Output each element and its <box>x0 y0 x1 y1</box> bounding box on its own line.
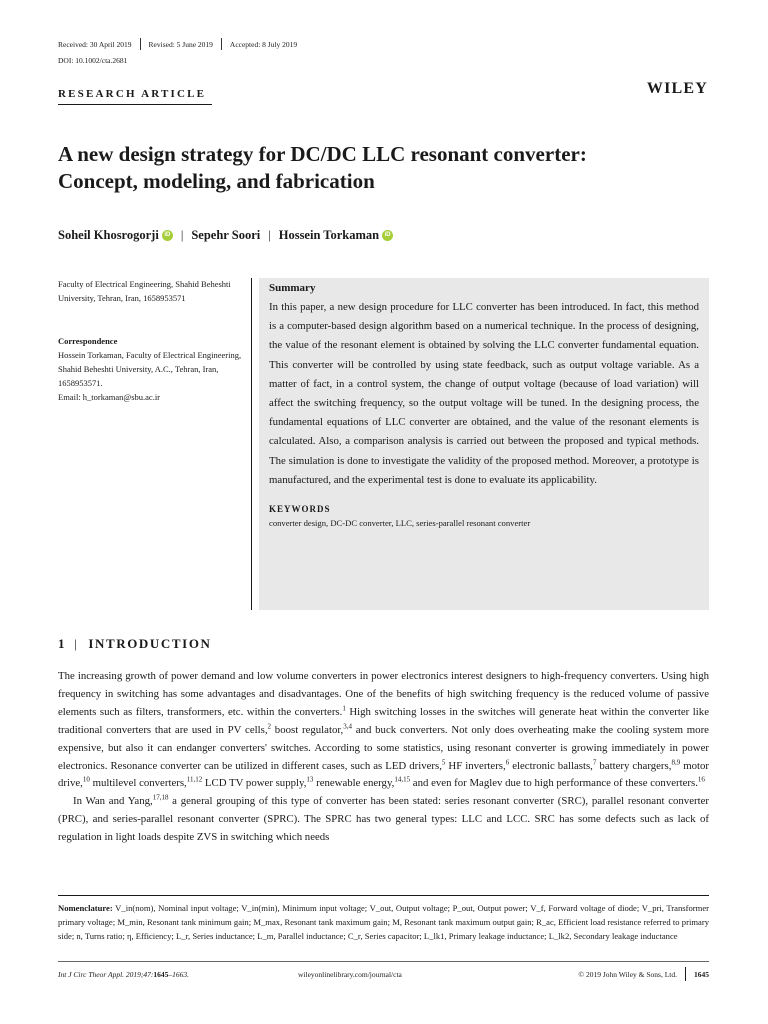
received-date: Received: 30 April 2019 <box>58 39 132 49</box>
author-list <box>58 228 393 243</box>
page-number: 1645 <box>694 969 709 979</box>
intro-text: boost regulator, <box>271 723 344 736</box>
accepted-date: Accepted: 8 July 2019 <box>229 39 298 49</box>
date-divider <box>221 38 222 50</box>
intro-text: In Wan and Yang, <box>73 795 153 808</box>
section-separator: | <box>74 636 79 651</box>
article-dates <box>58 38 297 50</box>
author-separator: | <box>268 228 271 242</box>
intro-text: electronic ballasts, <box>509 759 593 772</box>
article-type: RESEARCH ARTICLE <box>58 88 207 100</box>
introduction-body <box>58 668 709 847</box>
doi[interactable]: DOI: 10.1002/cta.2681 <box>58 56 128 65</box>
author-name[interactable]: Sepehr Soori <box>191 228 261 242</box>
correspondence-text: Hossein Torkaman, Faculty of Electrical Engineering, Shahid Beheshti University, A.C., Tehran, Iran, 1658953571. <box>58 350 242 388</box>
affiliation: Faculty of Electrical Engineering, Shahid Beheshti University, Tehran, Iran, 1658953571 <box>58 279 231 303</box>
title-line-1: A new design strategy for DC/DC LLC resonant converter: <box>58 142 587 166</box>
author-name[interactable]: Soheil Khosrogorji <box>58 228 159 242</box>
nomenclature-label: Nomenclature: <box>58 903 113 913</box>
citation-ref[interactable]: 10 <box>82 775 90 784</box>
citation-ref[interactable]: 6 <box>505 757 510 766</box>
citation-ref[interactable]: 2 <box>267 722 272 731</box>
publisher-logo: WILEY <box>646 80 708 97</box>
citation-ref[interactable]: 5 <box>441 757 446 766</box>
nomenclature <box>58 901 709 944</box>
intro-text: multilevel converters, <box>89 777 187 790</box>
section-number: 1 <box>58 636 67 651</box>
intro-paragraph <box>58 668 709 793</box>
intro-text: High switching losses in the switches will generate heat within the converter like traditional converters that are used in PV cells, <box>58 705 710 736</box>
nomenclature-text: V_in(nom), Nominal input voltage; V_in(min), Minimum input voltage; V_out, Output voltage; P_out, Output power; V_f, Forward voltage of diode; V_pri, Transformer primary voltage; M_min, Resonant tank minimum gain; M_max, Resonant tank maximum gain; M, Resonant tank maximum output gain; R_ac, Efficient load resistance referred to primary side; n, Turns ratio; η, Efficiency; L_r, Series inductance; L_m, Parallel inductance; C_r, Series capacitor; L_lk1, Primary leakage inductance; L_lk2, Secondary leakage inductance <box>58 903 709 942</box>
citation-ref[interactable]: 11,12 <box>186 775 203 784</box>
copyright: © 2019 John Wiley & Sons, Ltd. <box>578 969 677 979</box>
intro-text: The increasing growth of power demand and low volume converters in power electronics interest designers to high-frequency converters. Using high frequency in switching has some advantages and disadvantages. One of the benefits of high switching frequency is the reduced volume of passive elements such as filters, transformers, etc. within the converters. <box>58 670 709 718</box>
intro-text: renewable energy, <box>313 777 395 790</box>
citation-ref[interactable]: 13 <box>306 775 314 784</box>
intro-text: HF inverters, <box>445 759 506 772</box>
intro-text: motor drive, <box>58 759 709 790</box>
date-divider <box>140 38 141 50</box>
revised-date: Revised: 5 June 2019 <box>148 39 213 49</box>
first-page: 1645 <box>153 969 169 979</box>
journal-url[interactable]: wileyonlinelibrary.com/journal/cta <box>298 969 402 979</box>
keywords-heading: KEYWORDS <box>269 504 331 515</box>
nomenclature-rule <box>58 895 709 896</box>
intro-text: a general grouping of this type of converter has been stated: series resonant converter (SRC), parallel resonant converter (PRC), and series-parallel resonant converter (SPRC). The SPRC has two general types: LLC and LCC. SRC has some defects such as lack of regulation in light loads despite ZVS in switching which needs <box>58 795 709 844</box>
intro-text: battery chargers, <box>596 759 672 772</box>
intro-text: and even for Maglev due to high performance of these converters. <box>410 777 698 790</box>
journal-name: Int J Circ Theor Appl. <box>58 969 125 979</box>
correspondence <box>58 334 248 404</box>
citation-ref[interactable]: 14,15 <box>394 775 411 784</box>
article-title <box>58 141 718 195</box>
citation-ref[interactable]: 1 <box>342 704 346 713</box>
section-title: INTRODUCTION <box>88 636 212 651</box>
summary-text: In this paper, a new design procedure for LLC converter has been introduced. In fact, this method is a computer-based design algorithm based on a numerical technique. In the process of designing, the value of the resonant element is obtained by solving the LLC converter fundamental equation. This converter will be controlled by using state feedback, such as output voltage variable. As a matter of fact, in a control system, the change of output voltage (because of load variation) will affect the switching frequency, so the output voltage will be tuned. In the designing process, the fundamental equations of LLC converter are obtained, and the value of the resonant elements is calculated. Also, a comparison analysis is carried out between the proposed and typical methods. The simulation is done to investigate the validity of the proposed method. Moreover, a prototype is manufactured, and the experimental test is done to evaluate its applicability. <box>269 301 699 486</box>
author-name[interactable]: Hossein Torkaman <box>278 228 380 242</box>
keywords-text: converter design, DC-DC converter, LLC, series-parallel resonant converter <box>269 518 531 529</box>
citation-ref[interactable]: 8,9 <box>671 757 681 766</box>
author-separator: | <box>180 228 184 242</box>
citation-ref[interactable]: 16 <box>697 775 705 784</box>
article-type-rule <box>58 104 212 105</box>
citation-ref[interactable]: 3,4 <box>343 722 352 731</box>
orcid-icon[interactable]: iD <box>382 230 393 241</box>
summary-rule <box>251 278 252 610</box>
orcid-icon[interactable]: iD <box>162 230 173 241</box>
footer-divider <box>685 967 686 981</box>
correspondence-heading: Correspondence <box>58 336 118 346</box>
intro-text: LCD TV power supply, <box>202 777 307 790</box>
correspondence-email[interactable]: Email: h_torkaman@sbu.ac.ir <box>58 392 161 402</box>
journal-citation <box>58 970 298 979</box>
last-page: –1663. <box>168 969 190 979</box>
title-line-2: Concept, modeling, and fabrication <box>58 169 375 193</box>
journal-volume: 2019;47: <box>124 969 154 979</box>
section-heading <box>58 636 212 652</box>
page-footer <box>58 967 709 981</box>
citation-ref[interactable]: 17,18 <box>152 793 169 802</box>
citation-ref[interactable]: 7 <box>592 757 597 766</box>
intro-text: and buck converters. Not only does overheating make the cooling system more expensive, but also it can endanger converters' switches. According to some statistics, using resonant converter is growing immediately in power electronics. Resonance converter can be utilized in different cases, such as LED drivers, <box>58 723 709 772</box>
summary-box <box>259 278 709 610</box>
intro-paragraph <box>58 793 709 847</box>
summary-heading: Summary <box>269 282 316 294</box>
footer-rule <box>58 961 709 962</box>
